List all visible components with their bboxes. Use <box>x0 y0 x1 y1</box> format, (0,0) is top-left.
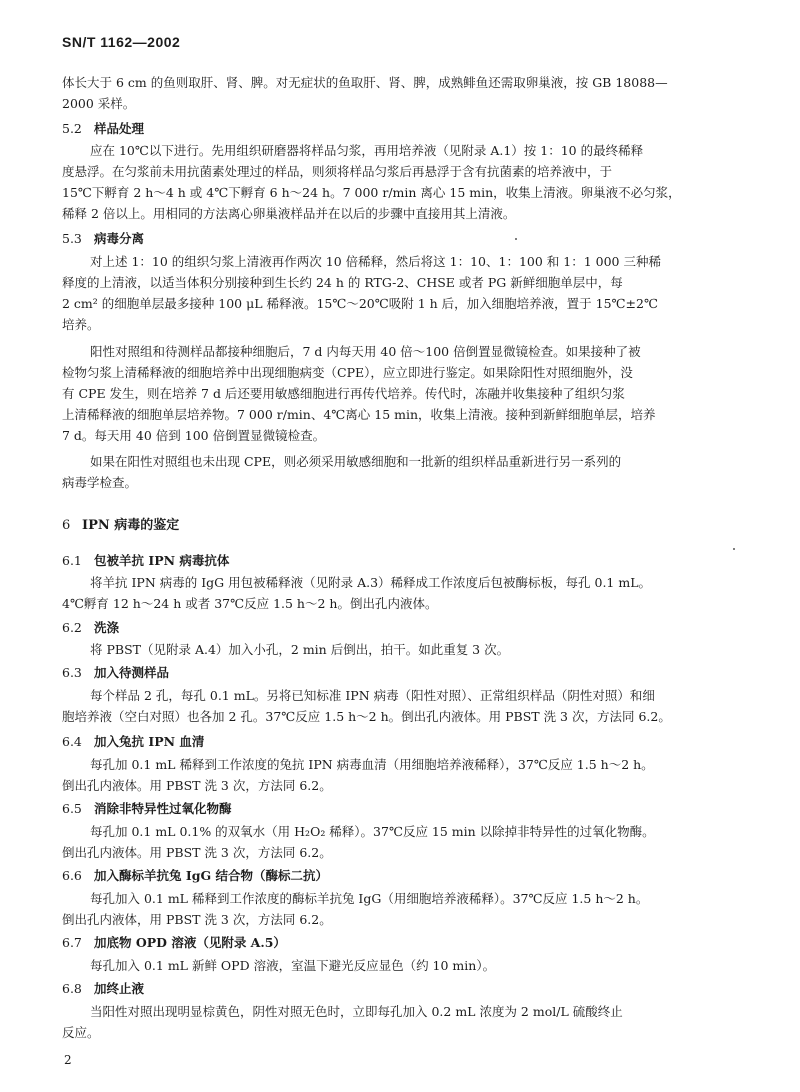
chapter-number: 6 <box>62 518 71 533</box>
section-heading-5-3 <box>62 230 144 248</box>
text-line: 应在 10℃以下进行。先用组织研磨器将样品匀浆，再用培养液（见附录 A.1）按 1：10 的最终稀释 <box>90 143 644 158</box>
text-line: 稀释 2 倍以上。用相同的方法离心卵巢液样品并在以后的步骤中直接用其上清液。 <box>62 206 516 221</box>
section-number: 5.2 <box>62 121 82 136</box>
section-number: 5.3 <box>62 231 82 246</box>
text-line: 4℃孵育 12 h～24 h 或者 37℃反应 1.5 h～2 h。倒出孔内液体。 <box>62 596 438 611</box>
text-line: 15℃下孵育 2 h～4 h 或 4℃下孵育 6 h～24 h。7 000 r/min 离心 15 min，收集上清液。卵巢液不必匀浆， <box>62 185 681 200</box>
text-line: 病毒学检查。 <box>62 475 138 490</box>
section-heading-6-7 <box>62 934 286 952</box>
section-heading-6-6 <box>62 867 328 885</box>
page-number: 2 <box>64 1053 72 1067</box>
text-line: 倒出孔内液体，用 PBST 洗 3 次，方法同 6.2。 <box>62 912 332 927</box>
text-line: 2000 采样。 <box>62 96 136 111</box>
text-line: 7 d。每天用 40 倍到 100 倍倒置显微镜检查。 <box>62 428 326 443</box>
section-heading-6-1 <box>62 552 229 570</box>
section-number: 6.5 <box>62 801 82 816</box>
text-line: 将 PBST（见附录 A.4）加入小孔，2 min 后倒出，拍干。如此重复 3 次。 <box>90 642 510 657</box>
scan-speck <box>515 238 517 240</box>
section-heading-6-5 <box>62 800 232 818</box>
text-line: 对上述 1：10 的组织匀浆上清液再作两次 10 倍稀释，然后将这 1：10、1：100 和 1：1 000 三种稀 <box>90 254 661 269</box>
chapter-heading-6 <box>62 514 179 533</box>
text-line: 释度的上清液，以适当体积分别接种到生长约 24 h 的 RTG-2、CHSE 或者 PG 新鲜细胞单层中，每 <box>62 275 623 290</box>
section-number: 6.8 <box>62 981 82 996</box>
section-title: 消除非特异性过氧化物酶 <box>94 801 232 816</box>
section-title: 加入待测样品 <box>94 665 170 680</box>
text-line: 有 CPE 发生，则在培养 7 d 后还要用敏感细胞进行再传代培养。传代时，冻融并收集接种了组织匀浆 <box>62 386 625 401</box>
standard-code-header: SN/T 1162—2002 <box>62 34 181 50</box>
section-number: 6.4 <box>62 734 82 749</box>
section-title: 病毒分离 <box>94 231 145 246</box>
text-line: 培养。 <box>62 317 100 332</box>
section-title: 加入兔抗 IPN 血清 <box>94 734 205 749</box>
text-line: 每孔加入 0.1 mL 稀释到工作浓度的酶标羊抗兔 IgG（用细胞培养液稀释）。37℃反应 1.5 h～2 h。 <box>90 891 649 906</box>
text-line: 倒出孔内液体。用 PBST 洗 3 次，方法同 6.2。 <box>62 845 332 860</box>
section-number: 6.1 <box>62 553 82 568</box>
scan-speck <box>733 548 735 550</box>
section-number: 6.7 <box>62 935 82 950</box>
section-heading-6-4 <box>62 733 204 751</box>
section-title: 加入酶标羊抗兔 IgG 结合物（酶标二抗） <box>94 868 328 883</box>
chapter-title: IPN 病毒的鉴定 <box>82 518 180 533</box>
text-line: 倒出孔内液体。用 PBST 洗 3 次，方法同 6.2。 <box>62 778 332 793</box>
text-line: 每孔加入 0.1 mL 新鲜 OPD 溶液，室温下避光反应显色（约 10 min）。 <box>90 958 496 973</box>
section-title: 加终止液 <box>94 981 145 996</box>
section-number: 6.3 <box>62 665 82 680</box>
text-line: 度悬浮。在匀浆前未用抗菌素处理过的样品，则须将样品匀浆后再悬浮于含有抗菌素的培养液中，于 <box>62 164 613 179</box>
text-line: 如果在阳性对照组也未出现 CPE，则必须采用敏感细胞和一批新的组织样品重新进行另一系列的 <box>90 454 622 469</box>
text-line: 将羊抗 IPN 病毒的 IgG 用包被稀释液（见附录 A.3）稀释成工作浓度后包被酶标板，每孔 0.1 mL。 <box>90 575 652 590</box>
section-heading-6-2 <box>62 619 119 637</box>
section-heading-6-8 <box>62 980 144 998</box>
text-line: 体长大于 6 cm 的鱼则取肝、肾、脾。对无症状的鱼取肝、肾、脾，成熟鲱鱼还需取卵巢液，按 GB 18088— <box>62 75 668 90</box>
section-title: 洗涤 <box>94 620 120 635</box>
section-title: 加底物 OPD 溶液（见附录 A.5） <box>94 935 286 950</box>
section-title: 样品处理 <box>94 121 145 136</box>
text-line: 反应。 <box>62 1025 100 1040</box>
text-line: 当阳性对照出现明显棕黄色，阴性对照无色时，立即每孔加入 0.2 mL 浓度为 2 mol/L 硫酸终止 <box>90 1004 623 1019</box>
text-line: 上清稀释液的细胞单层培养物。7 000 r/min、4℃离心 15 min，收集上清液。接种到新鲜细胞单层，培养 <box>62 407 656 422</box>
section-number: 6.6 <box>62 868 82 883</box>
text-line: 每个样品 2 孔，每孔 0.1 mL。另将已知标准 IPN 病毒（阳性对照）、正常组织样品（阴性对照）和细 <box>90 688 655 703</box>
text-line: 检物匀浆上清稀释液的细胞培养中出现细胞病变（CPE），应立即进行鉴定。如果除阳性对照细胞外，没 <box>62 365 633 380</box>
text-line: 胞培养液（空白对照）也各加 2 孔。37℃反应 1.5 h～2 h。倒出孔内液体。用 PBST 洗 3 次，方法同 6.2。 <box>62 709 671 724</box>
text-line: 每孔加 0.1 mL 稀释到工作浓度的兔抗 IPN 病毒血清（用细胞培养液稀释），37℃反应 1.5 h～2 h。 <box>90 757 654 772</box>
section-number: 6.2 <box>62 620 82 635</box>
section-heading-5-2 <box>62 120 144 138</box>
text-line: 阳性对照组和待测样品都接种细胞后，7 d 内每天用 40 倍～100 倍倒置显微镜检查。如果接种了被 <box>90 344 641 359</box>
text-line: 每孔加 0.1 mL 0.1% 的双氧水（用 H₂O₂ 稀释）。37℃反应 15 min 以除掉非特异性的过氧化物酶。 <box>90 824 655 839</box>
text-line: 2 cm² 的细胞单层最多接种 100 μL 稀释液。15℃～20℃吸附 1 h 后，加入细胞培养液，置于 15℃±2℃ <box>62 296 658 311</box>
section-title: 包被羊抗 IPN 病毒抗体 <box>94 553 230 568</box>
section-heading-6-3 <box>62 664 169 682</box>
